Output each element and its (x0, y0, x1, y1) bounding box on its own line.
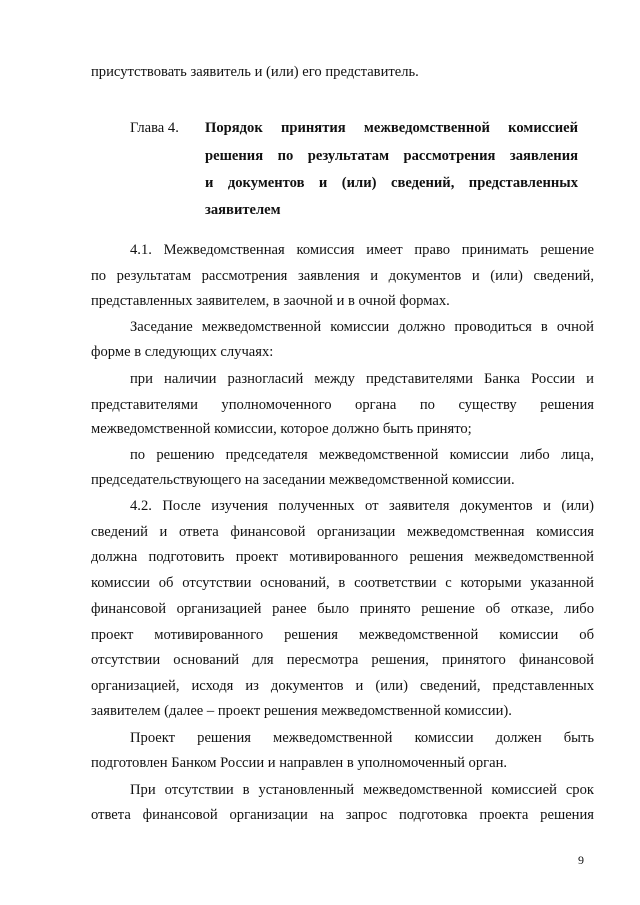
body-line: заявителем (далее – проект решения межведомственной комиссии). (91, 703, 512, 719)
top-line: присутствовать заявитель и (или) его представитель. (91, 64, 419, 80)
chapter-title-line: заявителем (205, 202, 281, 218)
body-line: комиссии об отсутствии оснований, в соответствии с которыми указанной (91, 575, 594, 591)
body-line: по результатам рассмотрения заявления и документов и (или) сведений, (91, 268, 594, 284)
body-line: Заседание межведомственной комиссии должно проводиться в очной (130, 319, 594, 335)
body-line: Проект решения межведомственной комиссии должен быть (130, 730, 594, 746)
body-line: сведений и ответа финансовой организации межведомственная комиссия (91, 524, 594, 540)
body-line: отсутствии оснований для пересмотра решения, принятого финансовой (91, 652, 594, 668)
chapter-title-line: решения по результатам рассмотрения заявления (205, 148, 578, 164)
body-line: организацией, исходя из документов и (или) сведений, представленных (91, 678, 594, 694)
body-line: представителями уполномоченного органа по существу решения (91, 397, 594, 413)
body-line: форме в следующих случаях: (91, 344, 274, 360)
body-line: должна подготовить проект мотивированного решения межведомственной (91, 549, 594, 565)
body-line: при наличии разногласий между представителями Банка России и (130, 371, 594, 387)
page-number: 9 (578, 853, 584, 867)
body-line: ответа финансовой организации на запрос подготовка проекта решения (91, 807, 594, 823)
chapter-number: Глава 4. (130, 120, 179, 136)
body-line: финансовой организацией ранее было принято решение об отказе, либо (91, 601, 594, 617)
body-line: представленных заявителем, в заочной и в очной формах. (91, 293, 450, 309)
body-line: председательствующего на заседании межведомственной комиссии. (91, 472, 515, 488)
body-line: подготовлен Банком России и направлен в уполномоченный орган. (91, 755, 508, 771)
body-line: 4.1. Межведомственная комиссия имеет право принимать решение (130, 242, 594, 258)
body-line: межведомственной комиссии, которое должно быть принято; (91, 421, 472, 437)
body-line: При отсутствии в установленный межведомственной комиссией срок (130, 782, 594, 798)
body-line: 4.2. После изучения полученных от заявителя документов и (или) (130, 498, 594, 514)
chapter-title-line: Порядок принятия межведомственной комиссией (205, 120, 578, 136)
body-line: проект мотивированного решения межведомственной комиссии об (91, 627, 594, 643)
chapter-title-line: и документов и (или) сведений, представленных (205, 175, 578, 191)
body-line: по решению председателя межведомственной комиссии либо лица, (130, 447, 594, 463)
